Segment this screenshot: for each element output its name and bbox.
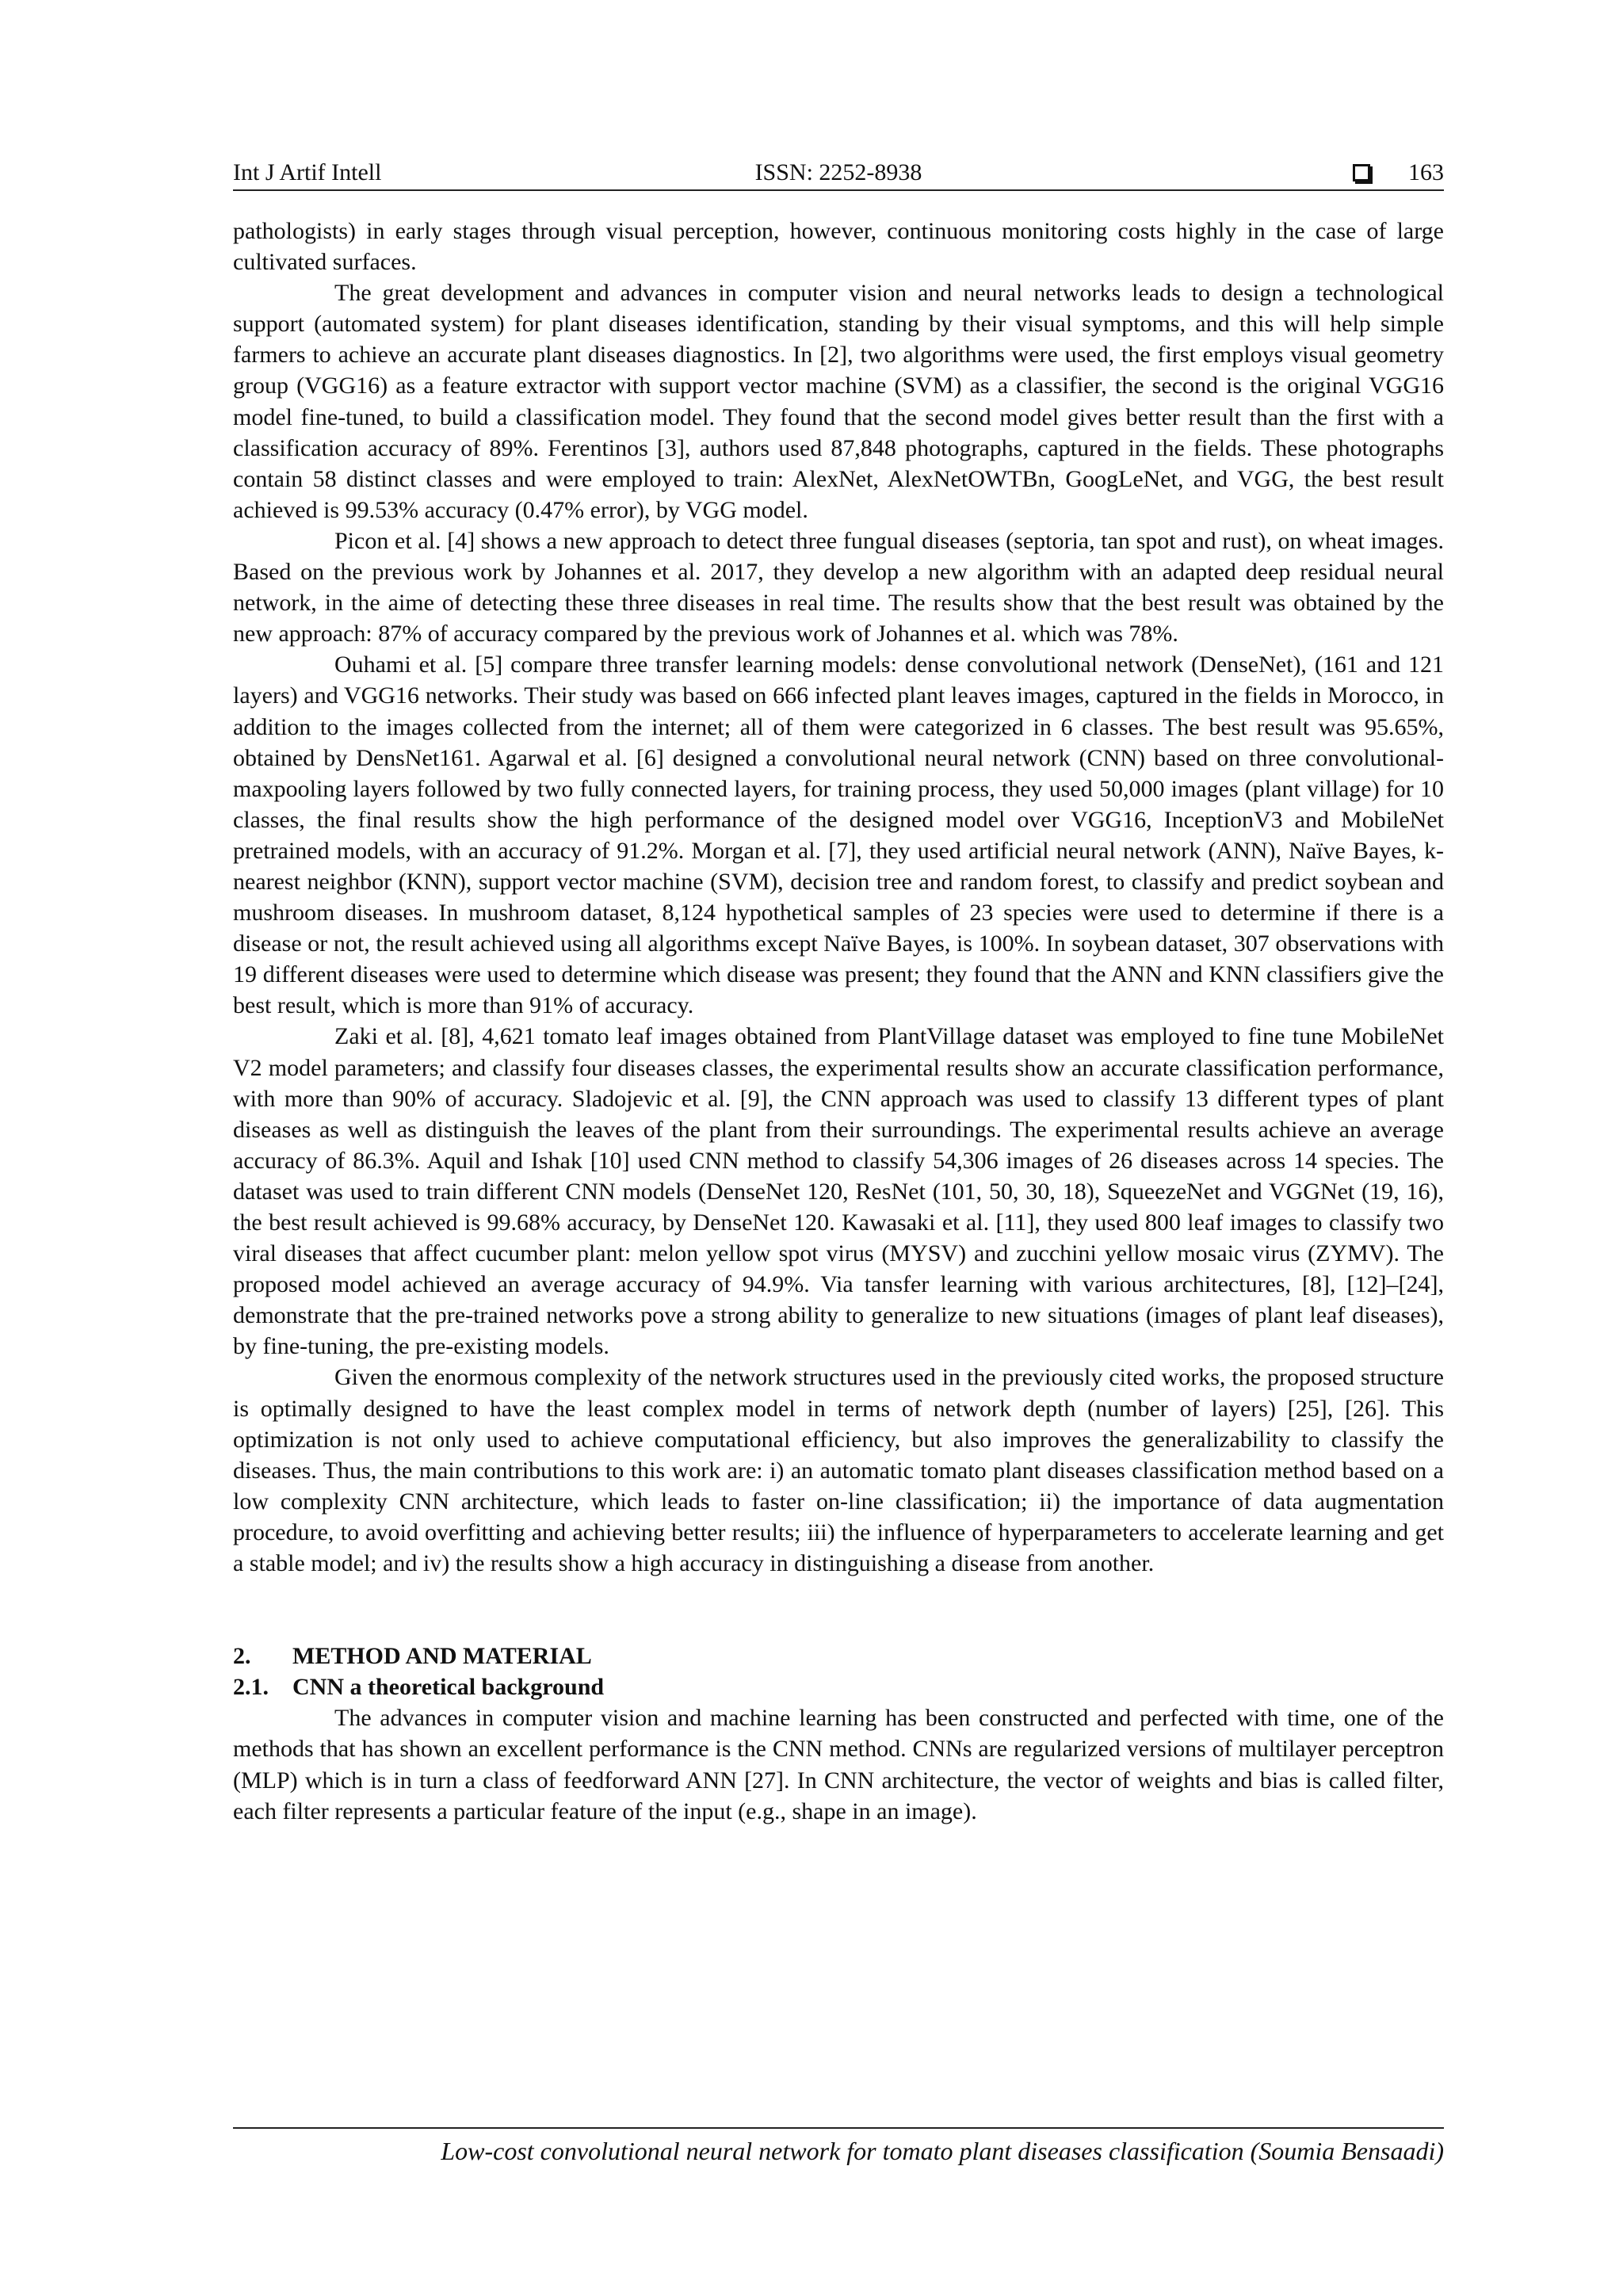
- paragraph: The great development and advances in computer vision and neural networks leads to design a technological support (automated system) for plant diseases identification, standing by their visual symptoms, and this will help simple farmers to achieve an accurate plant diseases diagnostics. In [2], two algorithms were used, the first employs visual geometry group (VGG16) as a feature extractor with support vector machine (SVM) as a classifier, the second is the original VGG16 model fine-tuned, to build a classification model. They found that the second model gives better result than the first with a classification accuracy of 89%. Ferentinos [3], authors used 87,848 photographs, captured in the fields. These photographs contain 58 distinct classes and were employed to train: AlexNet, AlexNetOWTBn, GoogLeNet, and VGG, the best result achieved is 99.53% accuracy (0.47% error), by VGG model.: [233, 280, 1444, 523]
- square-box-icon: [1353, 164, 1370, 181]
- paragraph: Given the enormous complexity of the network structures used in the previously cited works, the proposed structure is optimally designed to have the least complex model in terms of network depth (number of layers) [25], [26]. This optimization is not only used to achieve computational efficiency, but also improves the generalizability to classify the diseases. Thus, the main contributions to this work are: i) an automatic tomato plant diseases classification method based on a low complexity CNN architecture, which leads to faster on-line classification; ii) the importance of data augmentation procedure, to avoid overfitting and achieving better results; iii) the influence of hyperparameters to accelerate learning and get a stable model; and iv) the results show a high accuracy in distinguishing a disease from another.: [233, 1364, 1444, 1577]
- paragraph: The advances in computer vision and machine learning has been constructed and perfected with time, one of the methods that has shown an excellent performance is the CNN method. CNNs are regularized versions of multilayer perceptron (MLP) which is in turn a class of feedforward ANN [27]. In CNN architecture, the vector of weights and bias is called filter, each filter represents a particular feature of the input (e.g., shape in an image).: [233, 1705, 1444, 1824]
- journal-name: Int J Artif Intell: [233, 159, 382, 185]
- header-rule: [233, 189, 1444, 191]
- paragraph: Ouhami et al. [5] compare three transfer learning models: dense convolutional network (DenseNet), (161 and 121 layers) and VGG16 networks. Their study was based on 666 infected plant leaves images, captured in the fields in Morocco, in addition to the images collected from the internet; all of them were categorized in 6 classes. The best result was 95.65%, obtained by DensNet161. Agarwal et al. [6] designed a convolutional neural network (CNN) based on three convolutional-maxpooling layers followed by two fully connected layers, for training process, they used 50,000 images (plant village) for 10 classes, the final results show the high performance of the designed model over VGG16, InceptionV3 and MobileNet pretrained models, with an accuracy of 91.2%. Morgan et al. [7], they used artificial neural network (ANN), Naïve Bayes, k-nearest neighbor (KNN), support vector machine (SVM), decision tree and random forest, to classify and predict soybean and mushroom diseases. In mushroom dataset, 8,124 hypothetical samples of 23 species were used to determine if there is a disease or not, the result achieved using all algorithms except Naïve Bayes, is 100%. In soybean dataset, 307 observations with 19 different diseases were used to determine which disease was present; they found that the ANN and KNN classifiers give the best result, which is more than 91% of accuracy.: [233, 651, 1444, 1019]
- paragraph: Zaki et al. [8], 4,621 tomato leaf images obtained from PlantVillage dataset was employed to fine tune MobileNet V2 model parameters; and classify four diseases classes, the experimental results show an accurate classification performance, with more than 90% of accuracy. Sladojevic et al. [9], the CNN approach was used to classify 13 different types of plant diseases as well as distinguish the leaves of the plant from their surroundings. The experimental results achieve an average accuracy of 86.3%. Aquil and Ishak [10] used CNN method to classify 54,306 images of 26 diseases across 14 species. The dataset was used to train different CNN models (DenseNet 120, ResNet (101, 50, 30, 18), SqueezeNet and VGGNet (19, 16), the best result achieved is 99.68% accuracy, by DenseNet 120. Kawasaki et al. [11], they used 800 leaf images to classify two viral diseases that affect cucumber plant: melon yellow spot virus (MYSV) and zucchini yellow mosaic virus (ZYMV). The proposed model achieved an average accuracy of 94.9%. Via tansfer learning with various architectures, [8], [12]–[24], demonstrate that the pre-trained networks pove a strong ability to generalize to new situations (images of plant leaf diseases), by fine-tuning, the pre-existing models.: [233, 1023, 1444, 1360]
- section-number: 2.: [233, 1643, 251, 1670]
- issn: ISSN: 2252-8938: [754, 159, 922, 185]
- body-text: [233, 216, 1444, 1827]
- page-number-group: [1353, 155, 1444, 190]
- running-footer: Low-cost convolutional neural network for tomato plant diseases classification (Soumia Bensaadi): [441, 2137, 1444, 2165]
- section-heading: [233, 1641, 1444, 1671]
- subsection-title: CNN a theoretical background: [292, 1674, 605, 1701]
- footer-rule: [233, 2127, 1444, 2129]
- subsection-number: 2.1.: [233, 1674, 269, 1701]
- page-number: 163: [1408, 159, 1444, 185]
- section-spacer: [233, 1579, 1444, 1641]
- paragraph: Picon et al. [4] shows a new approach to detect three fungual diseases (septoria, tan spot and rust), on wheat images. Based on the previous work by Johannes et al. 2017, they develop a new algorithm with an adapted deep residual neural network, in the aime of detecting these three diseases in real time. The results show that the best result was obtained by the new approach: 87% of accuracy compared by the previous work of Johannes et al. which was 78%.: [233, 527, 1444, 648]
- section-title: METHOD AND MATERIAL: [292, 1643, 592, 1670]
- running-header: [233, 155, 1444, 190]
- subsection-heading: [233, 1671, 1444, 1702]
- paragraph: pathologists) in early stages through visual perception, however, continuous monitoring costs highly in the case of large cultivated surfaces.: [233, 218, 1444, 276]
